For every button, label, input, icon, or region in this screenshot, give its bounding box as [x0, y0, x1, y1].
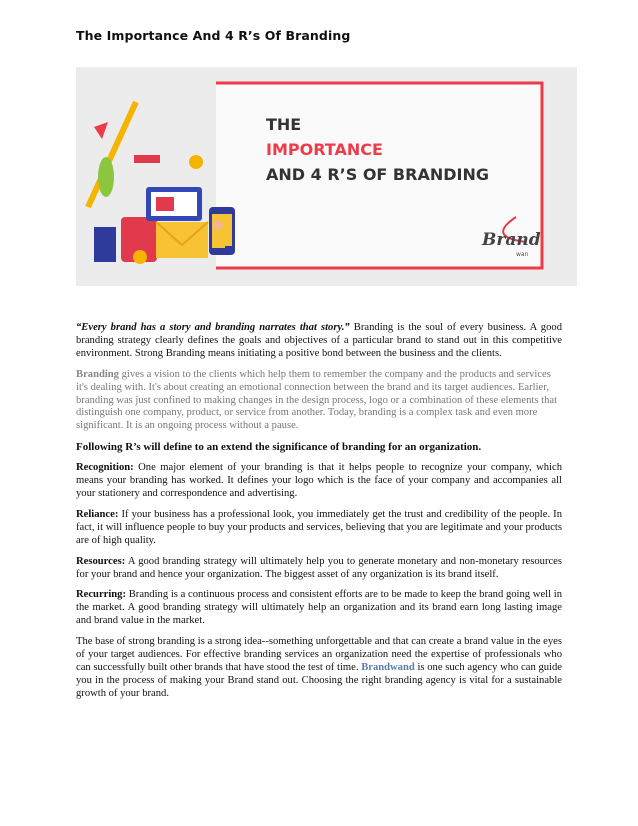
recurring-label: Recurring: — [76, 589, 127, 601]
section-heading: Following R’s will define to an extend the significance of branding for an organization. — [76, 441, 482, 454]
paragraph-intro — [76, 322, 562, 361]
brand-logo-sub: wan — [516, 251, 529, 258]
resources-label: Resources: — [76, 555, 126, 567]
intro-quote: “Every brand has a story and branding narrates that story.” — [76, 322, 350, 333]
intro-text: Branding is the soul of every business. A good branding strategy clearly defines the goals and objectives of a particular brand to stand out in this competitive environment. Strong Branding means initiating a positive bond between the business and the clients. — [76, 322, 562, 359]
branding-link[interactable]: Branding — [76, 368, 119, 380]
reliance-label: Reliance: — [76, 508, 119, 520]
document-title: The Importance And 4 R’s Of Branding — [76, 28, 351, 43]
banner-line-2: IMPORTANCE — [266, 140, 383, 159]
document-body — [76, 322, 562, 709]
final-text: The base of strong branding is a strong idea--something unforgettable and that can create a brand value in the eyes of your target audiences. For effective branding services an organization need the expertise of professionals who can successfully built other brands that have stood the test of time. — [76, 636, 562, 673]
paragraph-recognition — [76, 462, 562, 501]
brand-logo — [482, 230, 541, 250]
recurring-text: Branding is a continuous process and consistent efforts are to be made to keep the brand going well in the market. A good branding strategy will ultimately help an organization and its brand earn long lasting image and brand value in the market. — [76, 589, 562, 627]
paragraph-recurring — [76, 589, 562, 628]
brandwand-link[interactable]: Brandwand — [361, 661, 415, 673]
recognition-label: Recognition: — [76, 462, 134, 474]
final-rest: is one such agency who can guide you in the process of making your Brand stand out. Choosing the right branding agency is vital for a sustainable growth of your brand. — [76, 661, 562, 699]
resources-text: A good branding strategy will ultimately help you to generate monetary and non-monetary resources for your brand and hence your organization. The biggest asset of any organization is its brand itself. — [76, 555, 562, 580]
banner-line-3: AND 4 R’S OF BRANDING — [266, 165, 489, 184]
reliance-text: If your business has a professional look, you immediately get the trust and credibility of the people. In fact, it will influence people to buy your products and services, believing that you are legitimate and your products are of high quality. — [76, 508, 562, 546]
branding-text: gives a vision to the clients which help them to remember the company and the products and services it's dealing with. It's about creating an emotional connection between the brand and its target audiences. Earlier, branding was just confined to making changes in the design process, logo or a combination of these elements that distinguish one company, product, or service from another. Today, branding is a complex task and even more significant. It is an ongoing process without a pause. — [76, 368, 558, 432]
banner-image — [76, 67, 577, 286]
paragraph-branding — [76, 369, 562, 434]
paragraph-resources — [76, 556, 562, 582]
paragraph-final — [76, 636, 562, 701]
recognition-text: One major element of your branding is that it helps people to recognize your company, which means your branding has worked. It defines your logo which is the face of your company and accompanies all your stationery and correspondence and advertising. — [76, 462, 562, 499]
brand-logo-main: Brand — [482, 230, 541, 250]
paragraph-reliance — [76, 509, 562, 548]
banner-line-1: THE — [266, 115, 302, 134]
